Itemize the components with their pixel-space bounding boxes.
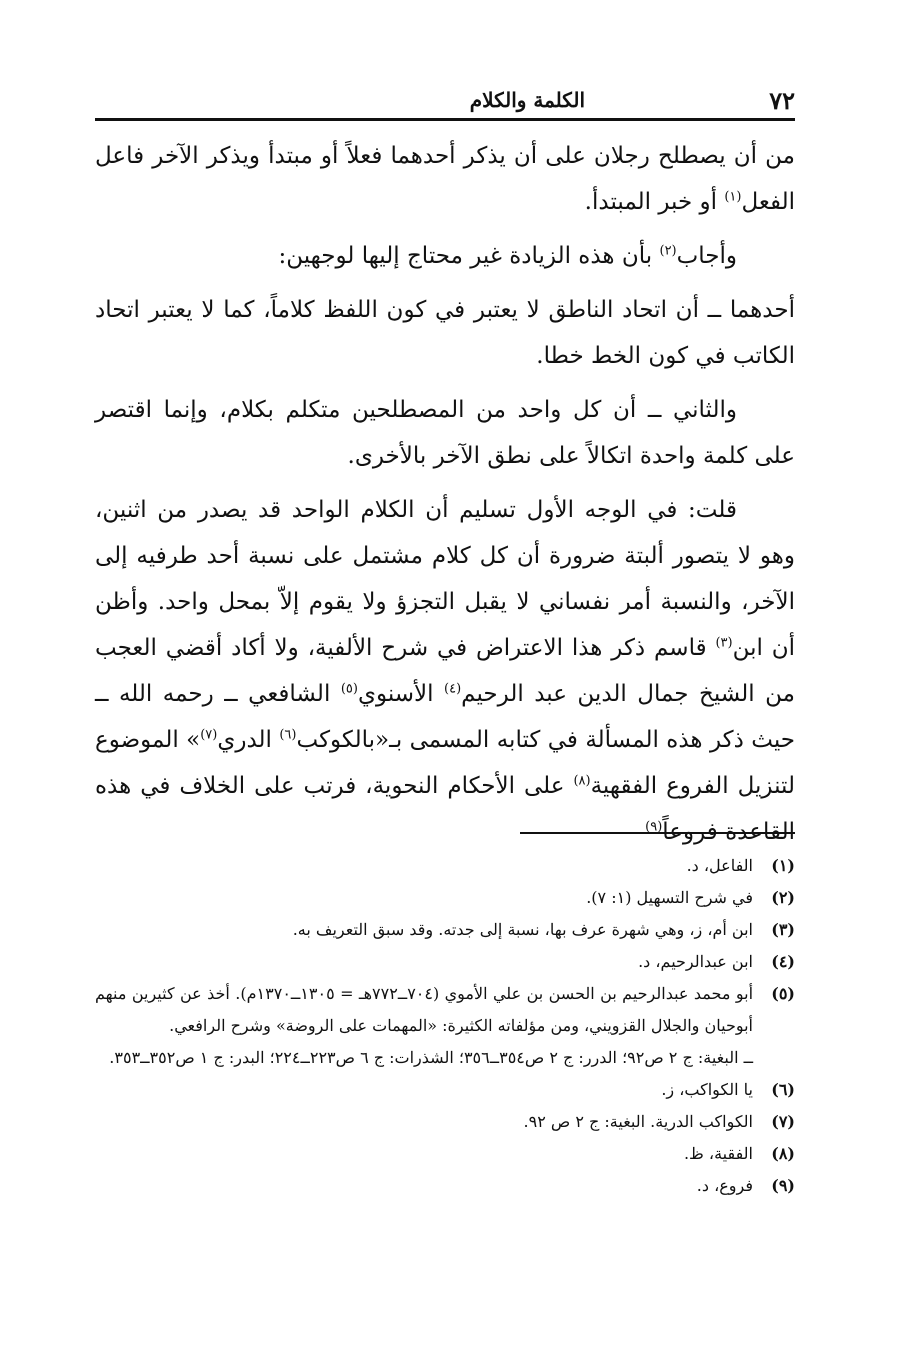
footnote-text: فروع، د.: [696, 1176, 753, 1195]
footnote-number: (٨): [771, 1144, 795, 1163]
footnote-ref: (٦): [279, 727, 297, 743]
footnote-item: [95, 946, 795, 978]
footnote-number: (٤): [771, 952, 795, 971]
paragraph: [95, 233, 795, 279]
text-run: وأجاب: [676, 243, 737, 269]
footnote-number: (١): [771, 856, 795, 875]
footnote-number: (٧): [771, 1112, 795, 1131]
footnote-text: الفاعل، د.: [686, 856, 753, 875]
footnote-text: يا الكواكب، ز.: [661, 1080, 753, 1099]
text-run: والثاني ــ أن كل واحد من المصطلحين متكلم بكلام، وإنما اقتصر على كلمة واحدة اتكالاً على نطق الآخر بالأخرى.: [95, 397, 795, 469]
footnote-sources: ــ البغية: ج ٢ ص٩٢؛ الدرر: ج ٢ ص٣٥٤ــ٣٥٦؛ الشذرات: ج ٦ ص٢٢٣ــ٢٢٤؛ البدر: ج ١ ص٣٥٢ــ٣٥٣.: [109, 1048, 753, 1067]
text-run: أحدهما ــ أن اتحاد الناطق لا يعتبر في كون اللفظ كلاماً، كما لا يعتبر اتحاد الكاتب في كون الخط خطا.: [95, 297, 795, 369]
footnote-item: [95, 1074, 795, 1106]
footnote-ref: (٧): [200, 727, 218, 743]
text-run: الشافعي ــ رحمه الله ــ حيث ذكر هذه المسألة في كتابه المسمى بـ«بالكوكب: [95, 681, 795, 753]
running-title: الكلمة والكلام: [469, 88, 585, 112]
text-run: الدري: [217, 727, 280, 753]
paragraph: [95, 387, 795, 479]
footnote-text: أبو محمد عبدالرحيم بن الحسن بن علي الأموي (٧٠٤ــ٧٧٢هـ = ١٣٠٥ــ١٣٧٠م). أخذ عن كثيرين منهم أبوحيان والجلال القزويني، ومن مؤلفاته الكثيرة: «المهمات على الروضة» وشرح الرافعي.: [95, 984, 754, 1035]
text-run: من أن يصطلح رجلان على أن يذكر أحدهما فعلاً أو مبتدأ ويذكر الآخر فاعل الفعل: [95, 143, 795, 215]
footnote-ref: (٥): [340, 681, 358, 697]
book-page: [95, 80, 795, 1360]
text-run: الأسنوي: [357, 681, 445, 707]
footnote-item: [95, 882, 795, 914]
footnote-ref: (٣): [715, 635, 733, 651]
footnote-number: (٣): [771, 920, 795, 939]
footnote-text: الكواكب الدرية. البغية: ج ٢ ص ٩٢.: [523, 1112, 753, 1131]
footnote-text: في شرح التسهيل (١: ٧).: [586, 888, 753, 907]
text-run: أو خبر المبتدأ.: [584, 189, 725, 215]
footnote-item: [95, 1138, 795, 1170]
page-header: [95, 80, 795, 121]
footnote-number: (٢): [771, 888, 795, 907]
footnote-ref: (٨): [573, 773, 591, 789]
footnote-item: [95, 850, 795, 882]
footnote-ref: (٢): [659, 243, 677, 259]
text-run: » الموضوع لتنزيل الفروع الفقهية: [95, 727, 795, 799]
paragraph: [95, 133, 795, 225]
footnote-item: [95, 1170, 795, 1202]
paragraph: [95, 487, 795, 855]
text-run: قاسم ذكر هذا الاعتراض في شرح الألفية، ولا أكاد أقضي العجب من الشيخ جمال الدين عبد الرحيم: [95, 635, 795, 707]
footnote-text: الفقية، ظ.: [683, 1144, 753, 1163]
text-run: قلت: في الوجه الأول تسليم أن الكلام الواحد قد يصدر من اثنين، وهو لا يتصور ألبتة ضرورة أن كل كلام مشتمل على نسبة أحد طرفيه إلى الآخر، والنسبة أمر نفساني لا يقبل التجزؤ ولا يقوم إلاّ بمحل واحد. وأظن أن ابن: [95, 497, 795, 661]
footnote-number: (٩): [771, 1176, 795, 1195]
footnote-ref: (١): [724, 189, 742, 205]
footnote-text: ابن عبدالرحيم، د.: [638, 952, 753, 971]
footnote-number: (٥): [771, 984, 795, 1003]
footnote-ref: (٩): [645, 819, 663, 835]
page-number: ٧٢: [769, 86, 795, 115]
text-run: بأن هذه الزيادة غير محتاج إليها لوجهين:: [278, 243, 660, 269]
footnote-divider: [520, 832, 795, 834]
footnote-number: (٦): [771, 1080, 795, 1099]
footnote-item: [95, 1106, 795, 1138]
footnotes: [95, 850, 795, 1202]
main-text: [95, 133, 795, 855]
footnote-text: ابن أم، ز، وهي شهرة عرف بها، نسبة إلى جدته. وقد سبق التعريف به.: [292, 920, 753, 939]
footnote-item: [95, 914, 795, 946]
text-run: على الأحكام النحوية، فرتب على الخلاف في هذه القاعدة فروعاً: [95, 773, 795, 845]
footnote-ref: (٤): [444, 681, 462, 697]
footnote-item: [95, 978, 795, 1042]
paragraph: [95, 287, 795, 379]
